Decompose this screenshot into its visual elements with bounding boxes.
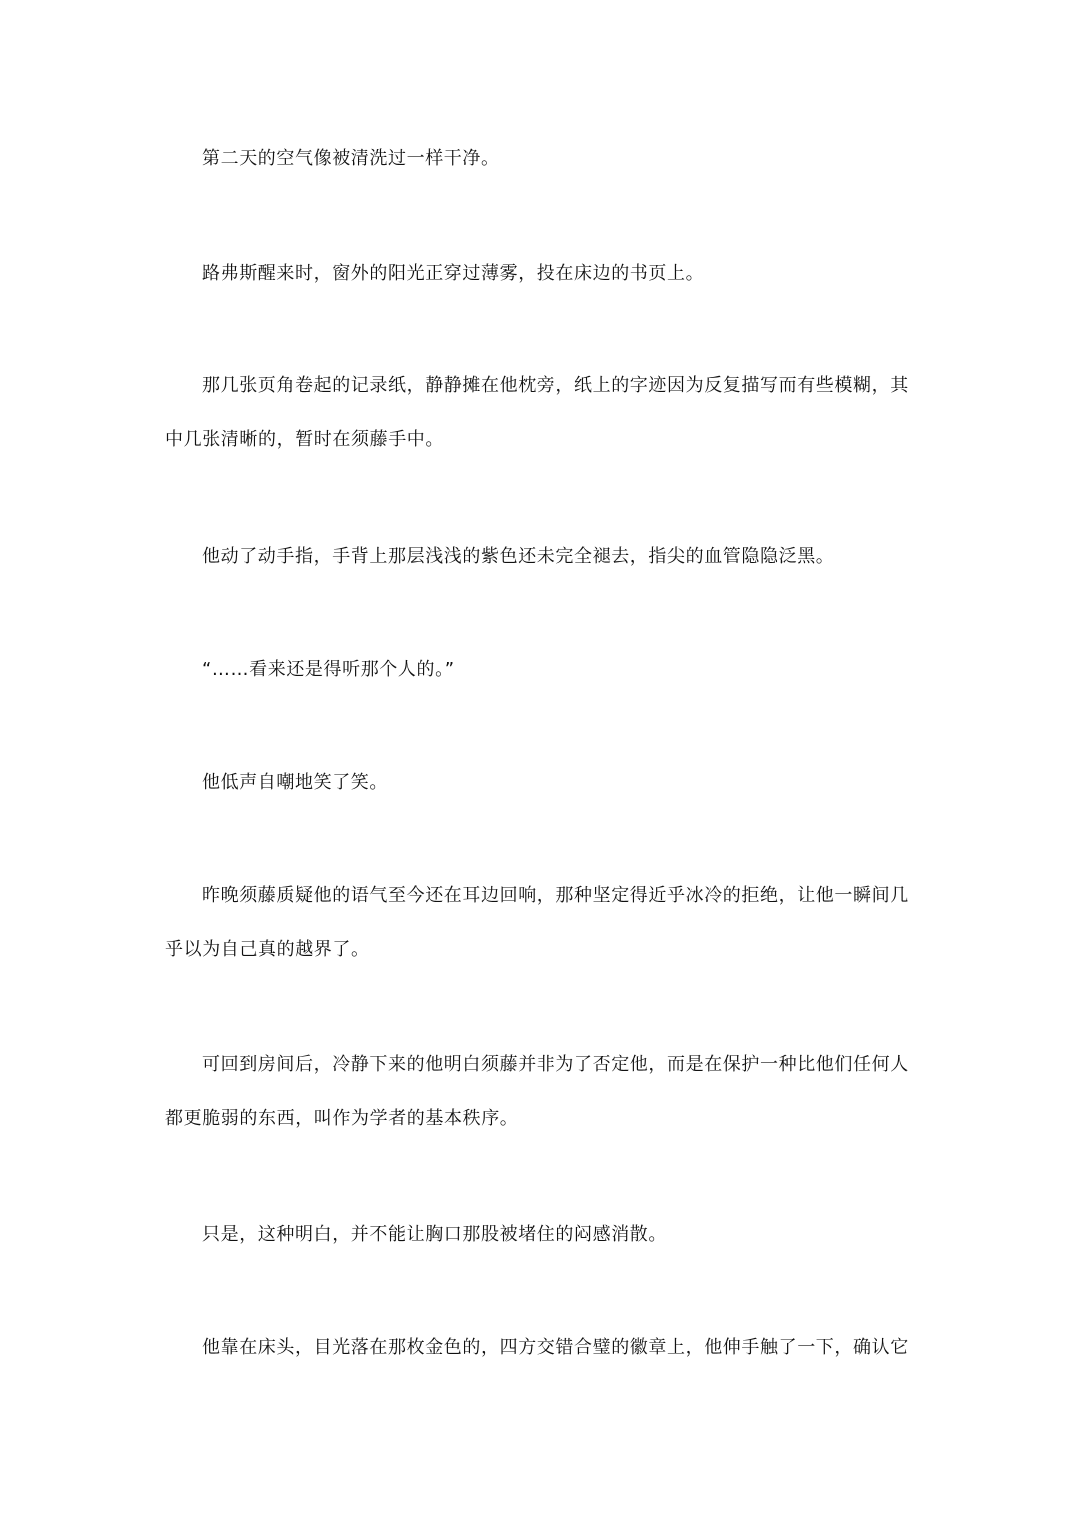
paragraph-4: 他动了动手指，手背上那层浅浅的紫色还未完全褪去，指尖的血管隐隐泛黑。	[202, 546, 835, 567]
paragraph-9: 只是，这种明白，并不能让胸口那股被堵住的闷感消散。	[202, 1224, 667, 1245]
paragraph-8: 可回到房间后，冷静下来的他明白须藤并非为了否定他，而是在保护一种比他们任何人都更脆弱的东西，叫作为学者的基本秩序。	[165, 1054, 909, 1129]
paragraph-7: 昨晚须藤质疑他的语气至今还在耳边回响，那种坚定得近乎冰冷的拒绝，让他一瞬间几乎以为自己真的越界了。	[165, 885, 909, 960]
paragraph-2: 路弗斯醒来时，窗外的阳光正穿过薄雾，投在床边的书页上。	[202, 263, 705, 284]
paragraph-10: 他靠在床头，目光落在那枚金色的，四方交错合璧的徽章上，他伸手触了一下，确认它	[202, 1337, 909, 1358]
paragraph-1: 第二天的空气像被清洗过一样干净。	[202, 148, 500, 169]
paragraph-6: 他低声自嘲地笑了笑。	[202, 772, 388, 793]
paragraph-3: 那几张页角卷起的记录纸，静静摊在他枕旁，纸上的字迹因为反复描写而有些模糊，其中几张清晰的，暂时在须藤手中。	[165, 375, 909, 450]
paragraph-5: “……看来还是得听那个人的。”	[202, 659, 455, 680]
